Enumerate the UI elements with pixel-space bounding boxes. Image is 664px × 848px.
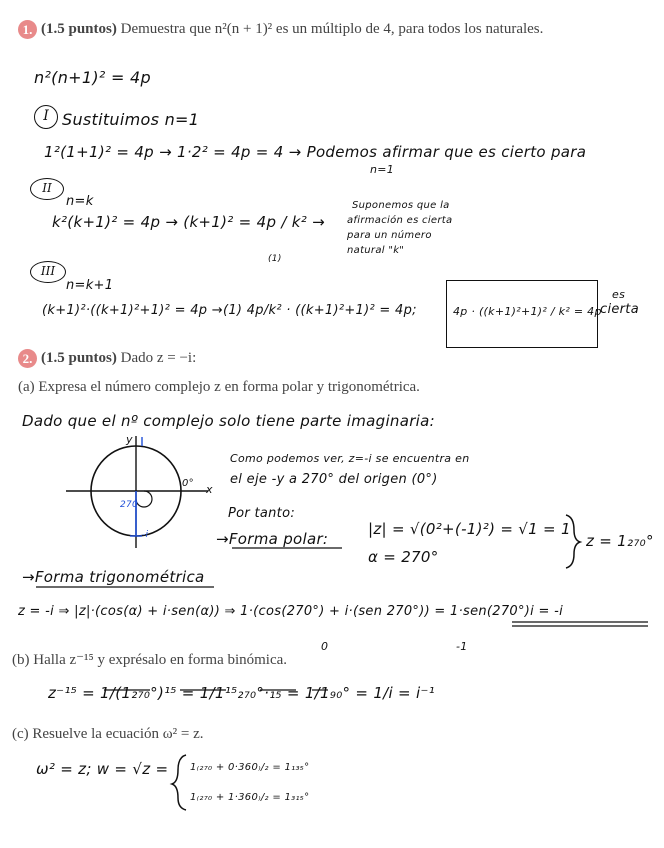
hw-p2-alpha: α = 270°: [368, 548, 439, 566]
hw-p2-b-calc: z⁻¹⁵ = 1/(1₂₇₀°)¹⁵ = 1/1¹⁵₂₇₀°·₁₅ = 1/1₉₀° = 1/i = i⁻¹: [48, 684, 435, 702]
hw-p1-cierta: cierta: [600, 302, 639, 317]
hw-p1-line6: n=k+1: [66, 278, 114, 293]
hw-p2-forma-polar: →Forma polar:: [216, 530, 329, 548]
hw-p1-line1: n²(n+1)² = 4p: [34, 68, 151, 87]
hw-p2-intro: Dado que el nº complejo solo tiene parte imaginaria:: [22, 412, 435, 430]
hw-p1-line5: k²(k+1)² = 4p → (k+1)² = 4p / k² →: [52, 213, 325, 231]
hw-p2-root2: 1₍₂₇₀ + 1·360₎/₂ = 1₃₁₅°: [190, 792, 310, 803]
hw-p1-line7: (k+1)²·((k+1)²+1)² = 4p →(1) 4p/k² · ((k+1)²+1)² = 4p;: [42, 303, 417, 318]
angle-270-label: 270: [120, 500, 139, 510]
hw-p1-boxed: 4p · ((k+1)²+1)² / k² = 4p: [453, 305, 602, 318]
roman-mark-i: I: [34, 105, 58, 129]
hw-p2-root1: 1₍₂₇₀ + 0·360₎/₂ = 1₁₃₅°: [190, 762, 310, 773]
angle-zero-label: 0°: [182, 478, 194, 489]
hw-p2-forma-trig: →Forma trigonométrica: [22, 568, 205, 586]
problem-1-number: 1.: [18, 20, 37, 39]
problem-2-number: 2.: [18, 349, 37, 368]
hw-p1-note3: para un número: [347, 230, 432, 241]
problem-2c-text: (c) Resuelve la ecuación ω² = z.: [12, 726, 204, 742]
problem-1-statement: Demuestra que n²(n + 1)² es un múltiplo de 4, para todos los naturales.: [120, 20, 544, 37]
problem-1-points: (1.5 puntos): [41, 20, 117, 37]
hw-p2-polar-result: z = 1₂₇₀°: [586, 532, 654, 550]
hw-p1-line2: Sustituimos n=1: [62, 110, 200, 129]
roman-mark-ii: II: [30, 178, 64, 200]
hw-p2-under-zero: 0: [321, 640, 329, 653]
hw-p2-portanto: Por tanto:: [228, 506, 296, 521]
problem-2a-text: (a) Expresa el número complejo z en forma polar y trigonométrica.: [18, 379, 420, 395]
problem-2-statement: Dado z = −i:: [120, 349, 197, 366]
hw-p2-c-calc: ω² = z; w = √z =: [36, 760, 169, 778]
hw-p2-under-minus1: -1: [456, 640, 468, 653]
roman-mark-iii: III: [30, 261, 66, 283]
point-minus-i-label: -i: [142, 530, 149, 540]
hw-p1-es: es: [612, 288, 626, 301]
hw-p2-note1: Como podemos ver, z=-i se encuentra en: [230, 452, 470, 465]
hw-p1-line3b: n=1: [370, 163, 395, 176]
hw-p1-note2: afirmación es cierta: [347, 215, 453, 226]
hw-p2-modulus: |z| = √(0²+(-1)²) = √1 = 1: [368, 520, 571, 538]
hw-p2-note2: el eje -y a 270° del origen (0°): [230, 472, 438, 487]
axis-x-label: x: [206, 483, 213, 496]
hw-p1-note4: natural "k": [347, 245, 405, 256]
hw-p1-line5-ref: (1): [268, 254, 282, 264]
hw-p2-trig-line: z = -i ⇒ |z|·(cos(α) + i·sen(α)) ⇒ 1·(cos(270°) + i·(sen 270°)) = 1·sen(270°)i = -i: [18, 604, 564, 619]
hw-p1-note1: Suponemos que la: [352, 200, 450, 211]
problem-2b-text: (b) Halla z⁻¹⁵ y exprésalo en forma binómica.: [12, 652, 288, 668]
hw-p1-line4: n=k: [66, 194, 94, 209]
axis-y-label: y: [126, 433, 133, 446]
hw-p1-line3: 1²(1+1)² = 4p → 1·2² = 4p = 4 → Podemos afirmar que es cierto para: [44, 143, 587, 161]
problem-2-points: (1.5 puntos): [41, 349, 117, 366]
